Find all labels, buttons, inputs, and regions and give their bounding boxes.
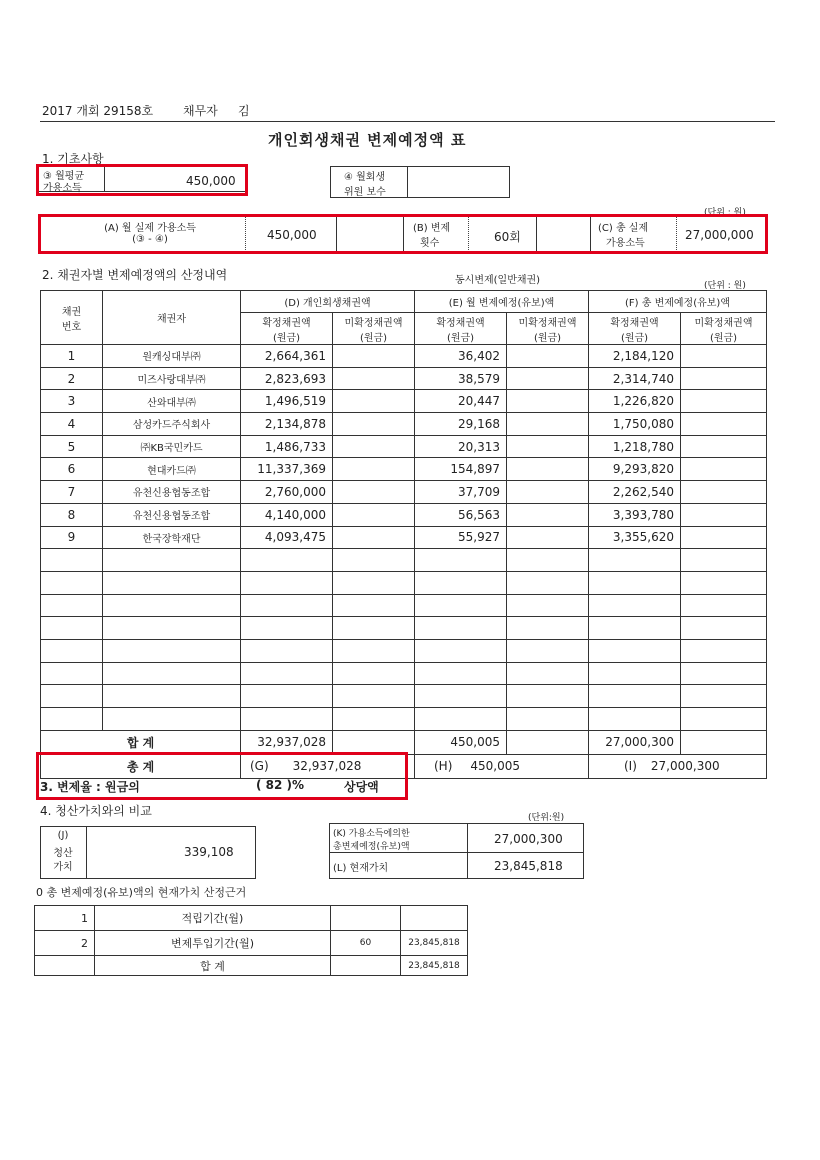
f-unconfirmed: [681, 481, 767, 504]
d-confirmed: 2,823,693: [241, 367, 333, 390]
basis-sum-value: 23,845,818: [401, 956, 468, 976]
f-unconfirmed: [681, 639, 767, 662]
e-unconfirmed: [507, 549, 589, 572]
e-unconfirmed: [507, 526, 589, 549]
d-confirmed: [241, 594, 333, 617]
e-confirmed: [415, 685, 507, 708]
d-unconfirmed: [333, 617, 415, 640]
trustee-fee-label-1: ④ 월회생: [344, 172, 386, 183]
table-row: [41, 390, 767, 413]
f-confirmed: 2,184,120: [589, 345, 681, 368]
section1-heading: 1. 기초사항: [42, 152, 104, 166]
f-unconfirmed: [681, 503, 767, 526]
a-label-1: (A) 월 실제 가용소득: [104, 223, 196, 234]
e-confirmed: [415, 639, 507, 662]
d-unconfirmed: [333, 571, 415, 594]
table-row: [41, 685, 767, 708]
e-confirmed: 55,927: [415, 526, 507, 549]
debtor-name: 김: [238, 104, 250, 118]
f-unconfirmed: [681, 685, 767, 708]
creditor-name: [103, 617, 241, 640]
f-confirmed: [589, 662, 681, 685]
e-unconfirmed: [507, 390, 589, 413]
table-row: [41, 549, 767, 572]
e-unconfirmed: [507, 345, 589, 368]
f-unconfirmed-header: 미확정채권액 (원금): [681, 313, 767, 345]
e-unconfirmed: [507, 481, 589, 504]
d-unconfirmed: [333, 662, 415, 685]
section2-heading: 2. 채권자별 변제예정액의 산정내역: [42, 268, 228, 282]
total-i: (I) 27,000,300: [589, 754, 767, 778]
creditor-name: 산와대부㈜: [103, 390, 241, 413]
table-row: [41, 639, 767, 662]
f-unconfirmed: [681, 662, 767, 685]
f-confirmed: [589, 571, 681, 594]
e-unconfirmed: [507, 367, 589, 390]
f-confirmed: [589, 617, 681, 640]
creditor-no: 3: [41, 390, 103, 413]
monthly-income-value: 450,000: [186, 174, 236, 188]
creditor-no: 9: [41, 526, 103, 549]
row1-no: 1: [35, 906, 95, 931]
f-confirmed: [589, 594, 681, 617]
col-f-header: (F) 총 변제예정(유보)액: [589, 291, 767, 313]
d-unconfirmed: [333, 549, 415, 572]
basis-sum-label: 합 계: [95, 956, 331, 976]
creditor-no: 2: [41, 367, 103, 390]
total-g: (G) 32,937,028: [241, 754, 415, 778]
e-unconfirmed-header: 미확정채권액 (원금): [507, 313, 589, 345]
d-unconfirmed: [333, 639, 415, 662]
sum-e: 450,005: [415, 730, 507, 754]
c-label-2: 가용소득: [606, 238, 645, 249]
table-row: [41, 571, 767, 594]
col-e-header: (E) 월 변제예정(유보)액: [415, 291, 589, 313]
table-row: [41, 594, 767, 617]
creditor-name: [103, 571, 241, 594]
d-unconfirmed-header: 미확정채권액 (원금): [333, 313, 415, 345]
creditor-no: [41, 549, 103, 572]
f-unconfirmed: [681, 526, 767, 549]
monthly-income-label-1: ③ 월평균: [43, 171, 85, 182]
creditor-name: [103, 662, 241, 685]
f-unconfirmed: [681, 617, 767, 640]
d-confirmed: [241, 571, 333, 594]
e-confirmed: 20,313: [415, 435, 507, 458]
l-label: (L) 현재가치: [333, 863, 389, 874]
f-confirmed: 1,218,780: [589, 435, 681, 458]
f-unconfirmed: [681, 367, 767, 390]
f-confirmed: [589, 639, 681, 662]
f-unconfirmed: [681, 571, 767, 594]
d-confirmed: 2,760,000: [241, 481, 333, 504]
f-confirmed: [589, 685, 681, 708]
d-confirmed: 1,486,733: [241, 435, 333, 458]
d-unconfirmed: [333, 367, 415, 390]
j-value: 339,108: [184, 845, 234, 859]
e-confirmed: [415, 594, 507, 617]
table-row: [41, 503, 767, 526]
j-label-2: 청산: [53, 848, 73, 859]
creditor-no: [41, 617, 103, 640]
f-confirmed: 1,750,080: [589, 413, 681, 436]
e-confirmed-header: 확정채권액 (원금): [415, 313, 507, 345]
creditor-no: 5: [41, 435, 103, 458]
row1-label: 적립기간(월): [95, 906, 331, 931]
e-confirmed: [415, 708, 507, 731]
d-confirmed: [241, 639, 333, 662]
a-value: 450,000: [267, 228, 317, 242]
d-unconfirmed: [333, 481, 415, 504]
e-unconfirmed: [507, 503, 589, 526]
e-unconfirmed: [507, 708, 589, 731]
d-unconfirmed: [333, 503, 415, 526]
d-unconfirmed: [333, 390, 415, 413]
creditor-name: [103, 708, 241, 731]
case-number: 2017 개회 29158호: [42, 104, 154, 118]
table-row: [41, 662, 767, 685]
a-label-2: (③ - ④): [132, 234, 168, 245]
section5-heading: 0 총 변제예정(유보)액의 현재가치 산정근거: [36, 886, 247, 899]
creditor-name: [103, 549, 241, 572]
c-value: 27,000,000: [685, 228, 754, 242]
debtor-label: 채무자: [183, 104, 218, 118]
d-unconfirmed: [333, 594, 415, 617]
f-confirmed: 3,355,620: [589, 526, 681, 549]
d-unconfirmed: [333, 413, 415, 436]
creditor-name: 유천신용협동조합: [103, 503, 241, 526]
e-unconfirmed: [507, 685, 589, 708]
d-confirmed: [241, 617, 333, 640]
repayment-rate-suffix: 상당액: [344, 780, 379, 794]
e-unconfirmed: [507, 435, 589, 458]
section4-unit: (단위:원): [528, 813, 565, 823]
f-confirmed: 2,314,740: [589, 367, 681, 390]
total-h: (H) 450,005: [415, 754, 589, 778]
k-value: 27,000,300: [494, 832, 563, 846]
l-value: 23,845,818: [494, 859, 563, 873]
d-unconfirmed: [333, 526, 415, 549]
f-confirmed: 2,262,540: [589, 481, 681, 504]
d-unconfirmed: [333, 435, 415, 458]
f-unconfirmed: [681, 549, 767, 572]
e-unconfirmed: [507, 458, 589, 481]
table-row: [41, 481, 767, 504]
table-row: [41, 367, 767, 390]
f-unconfirmed: [681, 413, 767, 436]
creditor-no: 8: [41, 503, 103, 526]
d-unconfirmed: [333, 345, 415, 368]
section2-unit: (단위 : 원): [704, 281, 746, 291]
e-confirmed: 20,447: [415, 390, 507, 413]
f-confirmed: [589, 549, 681, 572]
creditor-no: 7: [41, 481, 103, 504]
f-unconfirmed: [681, 708, 767, 731]
sum-label: 합 계: [41, 730, 241, 754]
creditor-no: 1: [41, 345, 103, 368]
monthly-income-highlight: [36, 164, 248, 196]
f-confirmed: 3,393,780: [589, 503, 681, 526]
e-unconfirmed: [507, 662, 589, 685]
creditor-name: [103, 594, 241, 617]
table-row: [41, 458, 767, 481]
d-confirmed: [241, 685, 333, 708]
d-confirmed: 4,140,000: [241, 503, 333, 526]
d-confirmed: [241, 708, 333, 731]
e-unconfirmed: [507, 639, 589, 662]
f-unconfirmed: [681, 435, 767, 458]
e-unconfirmed: [507, 413, 589, 436]
e-unconfirmed: [507, 571, 589, 594]
sum-f: 27,000,300: [589, 730, 681, 754]
col-d-header: (D) 개인회생채권액: [241, 291, 415, 313]
c-label-1: (C) 총 실제: [598, 223, 649, 234]
j-label-1: (J): [57, 830, 69, 841]
creditor-name: 원캐싱대부㈜: [103, 345, 241, 368]
repayment-rate-label: 3. 변제율 : 원금의: [40, 780, 140, 794]
e-confirmed: 154,897: [415, 458, 507, 481]
creditor-no: [41, 708, 103, 731]
col-no-header: 채권 번호: [41, 291, 103, 345]
row2-label: 변제투입기간(월): [95, 931, 331, 956]
k-label-2: 총변제예정(유보)액: [333, 842, 410, 852]
sum-d: 32,937,028: [241, 730, 333, 754]
creditor-no: [41, 571, 103, 594]
e-confirmed: [415, 617, 507, 640]
creditor-name: 삼성카드주식회사: [103, 413, 241, 436]
f-unconfirmed: [681, 390, 767, 413]
creditor-name: [103, 685, 241, 708]
total-label: 총 계: [41, 754, 241, 778]
table-row: [41, 708, 767, 731]
e-confirmed: 56,563: [415, 503, 507, 526]
col-creditor-header: 채권자: [103, 291, 241, 345]
d-confirmed-header: 확정채권액 (원금): [241, 313, 333, 345]
creditor-no: [41, 594, 103, 617]
creditor-name: 미즈사랑대부㈜: [103, 367, 241, 390]
d-unconfirmed: [333, 685, 415, 708]
e-confirmed: 37,709: [415, 481, 507, 504]
f-unconfirmed: [681, 594, 767, 617]
f-confirmed: [589, 708, 681, 731]
row2-no: 2: [35, 931, 95, 956]
e-confirmed: 29,168: [415, 413, 507, 436]
f-confirmed: 9,293,820: [589, 458, 681, 481]
f-unconfirmed: [681, 458, 767, 481]
f-unconfirmed: [681, 345, 767, 368]
k-label-1: (K) 가용소득에의한: [333, 829, 410, 839]
b-label-2: 횟수: [420, 238, 440, 249]
creditor-name: 현대카드㈜: [103, 458, 241, 481]
d-unconfirmed: [333, 458, 415, 481]
e-unconfirmed: [507, 617, 589, 640]
e-confirmed: [415, 549, 507, 572]
e-confirmed: [415, 571, 507, 594]
table-row: [41, 435, 767, 458]
page-title: 개인회생채권 변제예정액 표: [268, 131, 467, 149]
trustee-fee-label-2: 위원 보수: [344, 187, 386, 198]
creditor-table: [40, 290, 767, 779]
creditor-name: ㈜KB국민카드: [103, 435, 241, 458]
creditor-no: [41, 662, 103, 685]
table-row: [41, 526, 767, 549]
e-confirmed: [415, 662, 507, 685]
e-confirmed: 36,402: [415, 345, 507, 368]
d-confirmed: 2,664,361: [241, 345, 333, 368]
creditor-name: 유천신용협동조합: [103, 481, 241, 504]
table-row: [41, 617, 767, 640]
e-confirmed: 38,579: [415, 367, 507, 390]
monthly-income-label-2: 가용소득: [43, 183, 82, 194]
creditor-no: [41, 685, 103, 708]
d-confirmed: [241, 549, 333, 572]
b-value: 60회: [494, 230, 521, 244]
section2-subtitle: 동시변제(일반채권): [455, 275, 541, 286]
creditor-name: 한국장학재단: [103, 526, 241, 549]
repayment-rate-value: ( 82 )%: [256, 778, 305, 792]
section1-unit: (단위 : 원): [704, 208, 746, 218]
creditor-name: [103, 639, 241, 662]
d-confirmed: 11,337,369: [241, 458, 333, 481]
total-and-rate-highlight: [36, 752, 408, 800]
d-confirmed: [241, 662, 333, 685]
e-unconfirmed: [507, 594, 589, 617]
b-label-1: (B) 변제: [413, 223, 451, 234]
j-label-3: 가치: [53, 862, 73, 873]
available-income-highlight: [38, 214, 768, 254]
f-confirmed: 1,226,820: [589, 390, 681, 413]
creditor-no: 4: [41, 413, 103, 436]
d-confirmed: 4,093,475: [241, 526, 333, 549]
f-confirmed-header: 확정채권액 (원금): [589, 313, 681, 345]
table-row: [41, 413, 767, 436]
row2-value: 23,845,818: [401, 931, 468, 956]
creditor-no: 6: [41, 458, 103, 481]
creditor-no: [41, 639, 103, 662]
present-value-basis-table: [34, 905, 468, 976]
d-confirmed: 2,134,878: [241, 413, 333, 436]
table-row: [41, 345, 767, 368]
section4-heading: 4. 청산가치와의 비교: [40, 804, 152, 818]
row2-months: 60: [331, 931, 401, 956]
d-unconfirmed: [333, 708, 415, 731]
d-confirmed: 1,496,519: [241, 390, 333, 413]
